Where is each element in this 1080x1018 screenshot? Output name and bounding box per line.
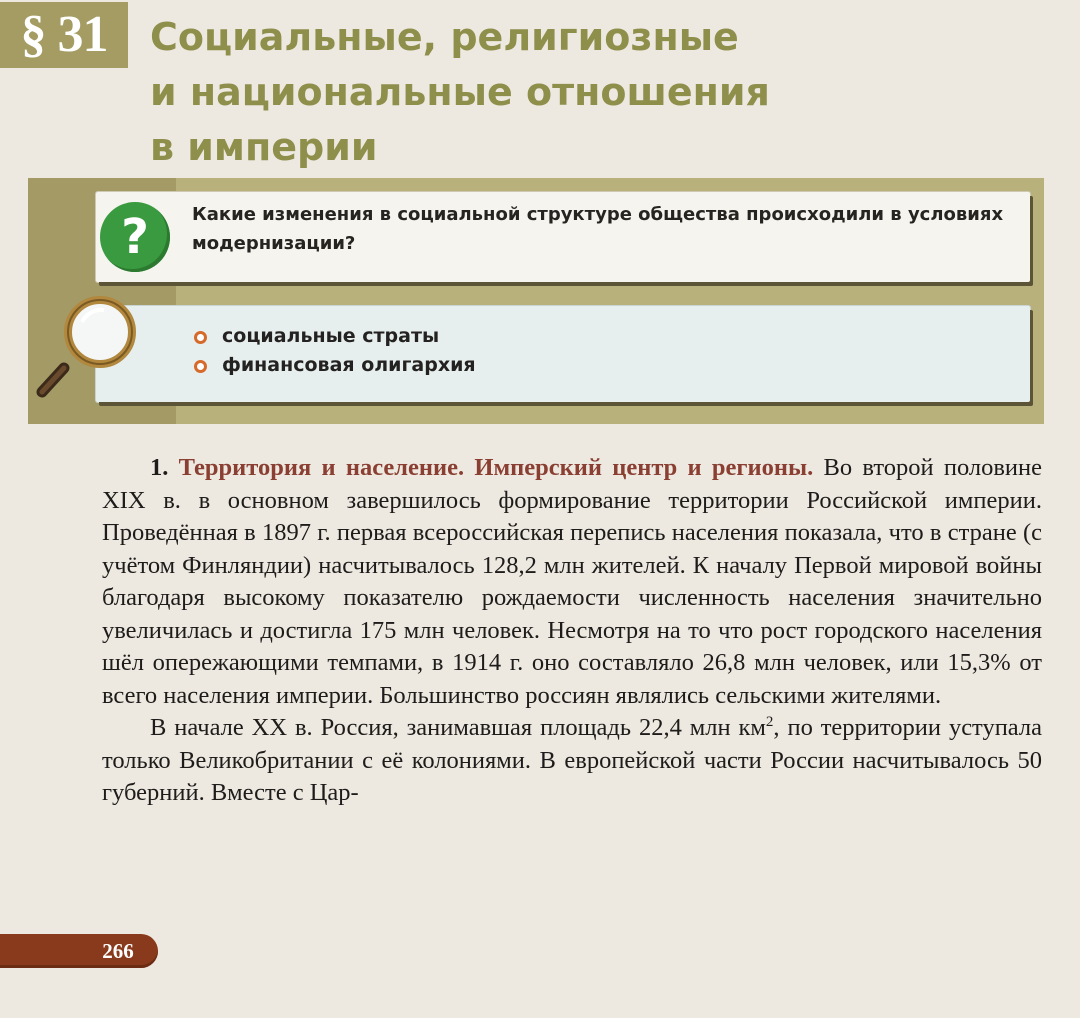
title-line: в империи bbox=[150, 125, 378, 169]
question-mark-icon: ? bbox=[100, 202, 170, 272]
question-text: Какие изменения в социальной структуре общества происходили в условиях модернизации? bbox=[192, 204, 1004, 254]
paragraph-badge: § 31 bbox=[0, 2, 128, 68]
page-title bbox=[150, 10, 1050, 175]
section-paragraph bbox=[102, 712, 1042, 810]
paragraph-text: Во второй половине XIX в. в основном завершилось формирование территории Российской империи. Проведённая в 1897 г. первая всероссийская перепись населения показала, что в стране (с учётом Финляндии) насчитывалось 128,2 млн жителей. К началу Первой мировой войны благодаря высокому показателю рождаемости численность населения значительно увеличилась и достигла 175 млн человек. Несмотря на то что рост городского населения шёл опережающими темпами, в 1914 г. оно составляло 26,8 млн человек, или 15,3% от всего населения империи. Большинство россиян являлись сельскими жителями. bbox=[102, 454, 1043, 709]
paragraph-text: В начале XX в. Россия, занимавшая площадь 22,4 млн км bbox=[150, 714, 766, 741]
key-term-item: социальные страты bbox=[192, 322, 476, 351]
title-line: и национальные отношения bbox=[150, 70, 770, 114]
section-body bbox=[102, 452, 1042, 810]
section-paragraph bbox=[102, 452, 1042, 712]
section-number: 1. bbox=[150, 454, 169, 481]
key-terms-list bbox=[192, 322, 476, 380]
paragraph-text: , по территории уступала только Великобритании с её колониями. В европейской части России насчитывалось 50 губерний. Вместе с Цар- bbox=[102, 714, 1042, 806]
title-line: Социальные, религиозные bbox=[150, 15, 739, 59]
section-heading: Территория и население. Имперский центр и регионы. bbox=[178, 454, 814, 481]
superscript: 2 bbox=[765, 713, 774, 730]
magnifier-icon bbox=[34, 292, 144, 402]
key-term-item: финансовая олигархия bbox=[192, 351, 476, 380]
page-number: 266 bbox=[102, 939, 134, 963]
